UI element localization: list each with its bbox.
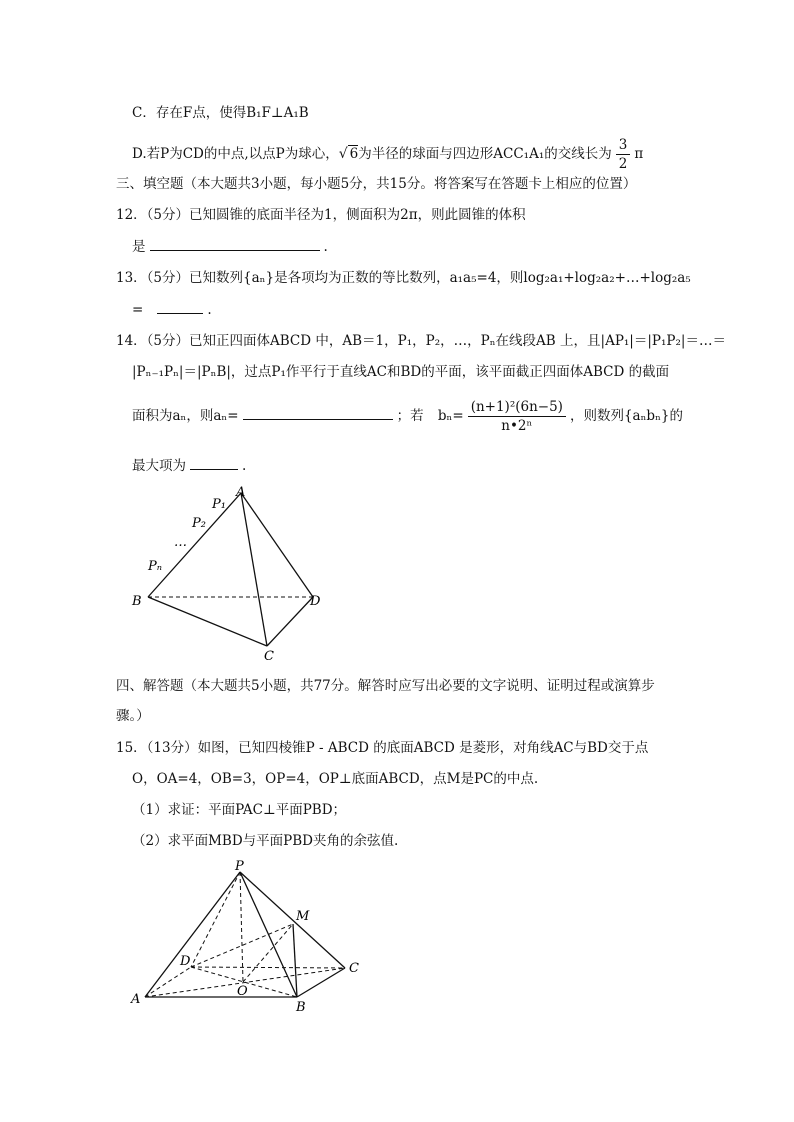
label-p1: P₁ bbox=[212, 497, 226, 512]
q12-line1: 12．（5分）已知圆锥的底面半径为1，侧面积为2π，则此圆锥的体积 bbox=[116, 207, 526, 223]
q14-line1: 14．（5分）已知正四面体ABCD 中，AB＝1，P₁，P₂，…，Pₙ在线段AB 上，且|AP₁|＝|P₁P₂|＝…＝ bbox=[116, 333, 726, 349]
bn-numerator: (n+1)²(6n−5) bbox=[468, 398, 566, 417]
edge-bc bbox=[297, 968, 345, 997]
edge-ab bbox=[148, 493, 241, 597]
edge-pd-hidden bbox=[191, 872, 240, 967]
edge-ad bbox=[241, 493, 313, 597]
label-m: M bbox=[296, 909, 310, 924]
q14-line3-c: ，则数列{aₙbₙ}的 bbox=[569, 408, 684, 424]
segment-po-hidden bbox=[240, 872, 243, 982]
label-a: A bbox=[131, 992, 141, 1007]
bn-fraction bbox=[468, 398, 566, 435]
q14-line4 bbox=[132, 455, 246, 476]
q12-line2 bbox=[132, 236, 328, 257]
label-pn: Pₙ bbox=[148, 559, 163, 574]
section-3-heading: 三、填空题（本大题共3小题，每小题5分，共15分。将答案写在答题卡上相应的位置） bbox=[116, 176, 637, 192]
option-c: C．存在F点，使得B₁F⊥A₁B bbox=[132, 105, 309, 121]
edge-bc bbox=[148, 597, 267, 646]
sqrt-icon: √ bbox=[338, 146, 348, 162]
option-d-suffix: π bbox=[634, 146, 644, 162]
q14-line3-a: 面积为aₙ，则aₙ= bbox=[132, 408, 239, 424]
tetrahedron-figure bbox=[120, 480, 340, 665]
edge-dc-hidden bbox=[191, 967, 345, 968]
bn-denominator: n•2ⁿ bbox=[501, 418, 533, 434]
edge-cd bbox=[267, 597, 313, 646]
q15-line2: O，OA=4，OB=3，OP=4，OP⊥底面ABCD，点M是PC的中点. bbox=[132, 771, 539, 787]
q13-suffix: . bbox=[207, 302, 212, 318]
label-a: A bbox=[236, 485, 246, 500]
label-dots: … bbox=[174, 535, 187, 550]
q12-suffix: . bbox=[323, 239, 328, 255]
q15-line1: 15．（13分）如图，已知四棱锥P - ABCD 的底面ABCD 是菱形，对角线AC与BD交于点 bbox=[116, 740, 649, 756]
pyramid-figure bbox=[125, 858, 365, 1018]
q14-answer-blank-an[interactable] bbox=[243, 405, 393, 420]
bn-label: bₙ= bbox=[437, 408, 464, 424]
section-4-line1: 四、解答题（本大题共5小题，共77分。解答时应写出必要的文字说明、证明过程或演算步 bbox=[116, 678, 655, 694]
label-p: P bbox=[235, 859, 244, 874]
option-d bbox=[132, 136, 643, 173]
label-d: D bbox=[180, 954, 191, 969]
q14-line3 bbox=[132, 398, 683, 435]
edge-ad-hidden bbox=[145, 967, 191, 997]
q14-line2: |Pₙ₋₁Pₙ|＝|PₙB|，过点P₁作平行于直线AC和BD的平面，该平面截正四面体ABCD 的截面 bbox=[132, 364, 670, 380]
q14-line4-prefix: 最大项为 bbox=[132, 458, 186, 474]
q14-answer-blank-max[interactable] bbox=[190, 455, 238, 470]
label-p2: P₂ bbox=[192, 516, 206, 531]
q13-line2 bbox=[132, 299, 212, 320]
q15-part2: （2）求平面MBD与平面PBD夹角的余弦值. bbox=[132, 833, 399, 849]
section-4-line2: 骤。） bbox=[116, 708, 150, 724]
label-d: D bbox=[310, 594, 321, 609]
label-b: B bbox=[296, 1000, 306, 1015]
label-c: C bbox=[349, 961, 359, 976]
option-d-mid: 为半径的球面与四边形ACC₁A₁的交线长为 bbox=[358, 146, 612, 162]
q14-line4-suffix: . bbox=[242, 458, 247, 474]
q13-prefix: = bbox=[132, 302, 144, 318]
edge-ac bbox=[241, 493, 267, 646]
edge-pa bbox=[145, 872, 240, 997]
fraction-denominator: 2 bbox=[618, 156, 628, 172]
q14-line3-b: ；若 bbox=[396, 408, 424, 424]
sqrt-argument: 6 bbox=[349, 146, 359, 162]
label-o: O bbox=[237, 984, 248, 999]
q12-answer-blank[interactable] bbox=[150, 236, 320, 251]
label-b: B bbox=[132, 594, 142, 609]
q15-part1: （1）求证：平面PAC⊥平面PBD； bbox=[132, 802, 347, 818]
q13-answer-blank[interactable] bbox=[157, 299, 203, 314]
edge-pc bbox=[240, 872, 345, 968]
segment-mb bbox=[293, 924, 297, 997]
label-c: C bbox=[264, 649, 274, 664]
fraction-numerator: 3 bbox=[616, 136, 631, 155]
q12-prefix: 是 bbox=[132, 239, 146, 255]
fraction bbox=[616, 136, 631, 173]
q13-line1: 13．（5分）已知数列{aₙ}是各项均为正数的等比数列，a₁a₅=4，则log₂a₁+log₂a₂+…+log₂a₅ bbox=[116, 270, 691, 286]
option-d-prefix: D.若P为CD的中点,以点P为球心， bbox=[132, 146, 339, 162]
